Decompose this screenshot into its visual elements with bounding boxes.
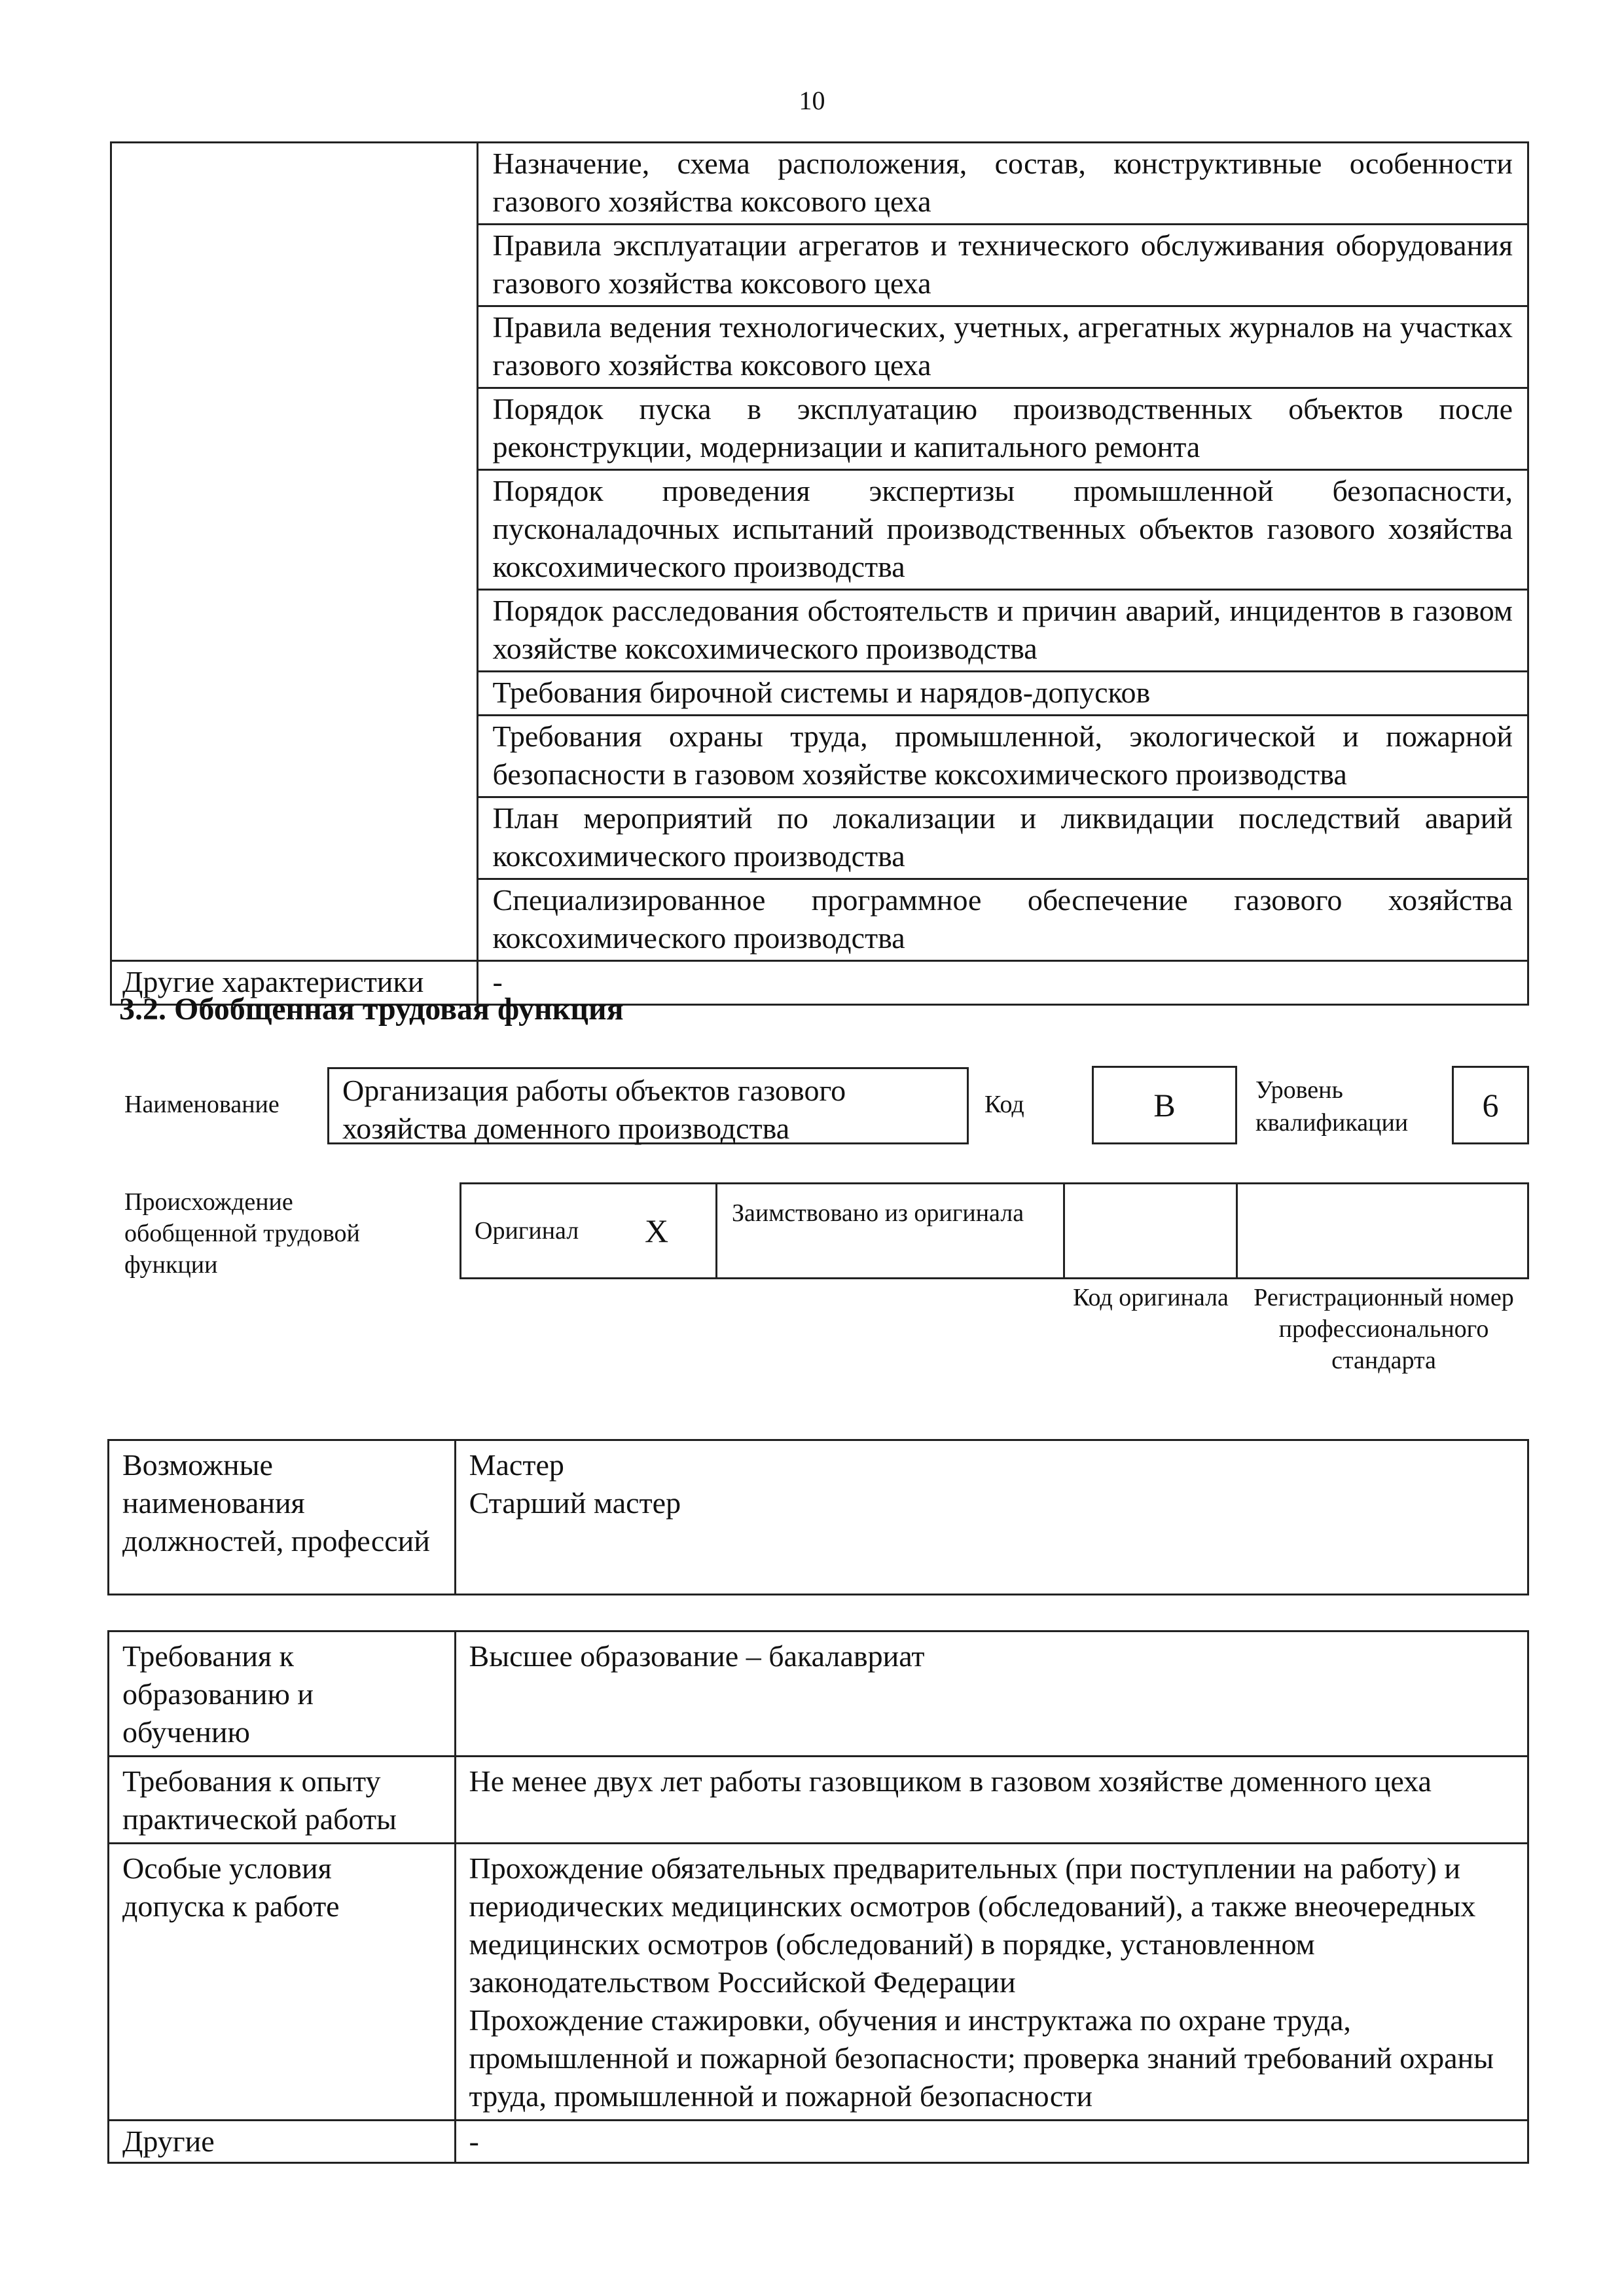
name-label: Наименование [124,1091,280,1118]
page-number: 10 [799,86,825,115]
level-value: 6 [1482,1087,1499,1123]
original-code-caption: Код оригинала [1073,1284,1229,1311]
education-value: Высшее образование – бакалавриат [455,1631,1528,1757]
admission-medical-text: Прохождение обязательных предварительных (при поступлении на работу) и периодических медицинских осмотров (обследований), а также внеочередных медицинских осмотров (обследований) в порядке, установленном законодательством Российской Федерации [469,1851,1476,1999]
admission-value [455,1844,1528,2121]
position-item: Старший мастер [469,1486,681,1520]
knowledge-item: Специализированное программное обеспечение газового хозяйства коксохимического производства [477,879,1528,961]
knowledge-item: Правила ведения технологических, учетных, агрегатных журналов на участках газового хозяйства коксового цеха [477,306,1528,388]
knowledge-item: Порядок проведения экспертизы промышленной безопасности, пусконаладочных испытаний производственных объектов газового хозяйства коксохимического производства [477,470,1528,590]
requirements-table [107,1630,1529,2164]
positions-values [455,1440,1528,1595]
code-value: В [1153,1087,1176,1123]
knowledge-item: Правила эксплуатации агрегатов и технического обслуживания оборудования газового хозяйства коксового цеха [477,225,1528,306]
function-name-box [327,1067,969,1144]
original-cell [460,1182,717,1279]
section-heading: 3.2. Обобщенная трудовая функция [119,992,624,1027]
knowledge-item: Порядок пуска в эксплуатацию производственных объектов после реконструкции, модернизации и капитального ремонта [477,388,1528,470]
original-label: Оригинал [475,1217,579,1245]
registration-number-caption: Регистрационный номер профессионального стандарта [1254,1284,1514,1374]
knowledge-item: Требования бирочной системы и нарядов-допусков [477,672,1528,716]
admission-training-text: Прохождение стажировки, обучения и инструктажа по охране труда, промышленной и пожарной безопасности; проверка знаний требований охраны труда, промышленной и пожарной безопасности [469,2003,1494,2113]
registration-number-cell [1236,1182,1529,1279]
knowledge-item: Назначение, схема расположения, состав, конструктивные особенности газового хозяйства коксового цеха [477,143,1528,225]
original-mark: X [645,1212,669,1249]
other-characteristics-value: - [477,961,1528,1005]
level-value-box [1452,1066,1529,1144]
origin-label: Происхождение обобщенной трудовой функции [124,1188,360,1279]
level-label: Уровень квалификации [1255,1076,1409,1137]
knowledge-label-cell [111,143,478,961]
code-value-box [1092,1066,1237,1144]
borrowed-cell [715,1182,1065,1279]
position-item: Мастер [469,1448,564,1482]
experience-label: Требования к опыту практической работы [109,1757,456,1844]
positions-label: Возможные наименования должностей, профессий [109,1440,456,1595]
borrowed-label: Заимствовано из оригинала [732,1199,1024,1227]
original-code-cell [1063,1182,1238,1279]
other-value: - [455,2121,1528,2163]
experience-value: Не менее двух лет работы газовщиком в газовом хозяйстве доменного цеха [455,1757,1528,1844]
knowledge-item: Требования охраны труда, промышленной, экологической и пожарной безопасности в газовом хозяйстве коксохимического производства [477,716,1528,797]
knowledge-item: План мероприятий по локализации и ликвидации последствий аварий коксохимического производства [477,797,1528,879]
knowledge-item: Порядок расследования обстоятельств и причин аварий, инцидентов в газовом хозяйстве коксохимического производства [477,590,1528,672]
code-label: Код [984,1091,1024,1118]
admission-label: Особые условия допуска к работе [109,1844,456,2121]
positions-table [107,1439,1529,1595]
education-label: Требования к образованию и обучению [109,1631,456,1757]
knowledge-table [110,141,1529,1006]
other-label: Другие [109,2121,456,2163]
other-characteristics-label: Другие характеристики [111,961,478,1005]
function-name-value: Организация работы объектов газового хозяйства доменного производства [342,1074,846,1145]
